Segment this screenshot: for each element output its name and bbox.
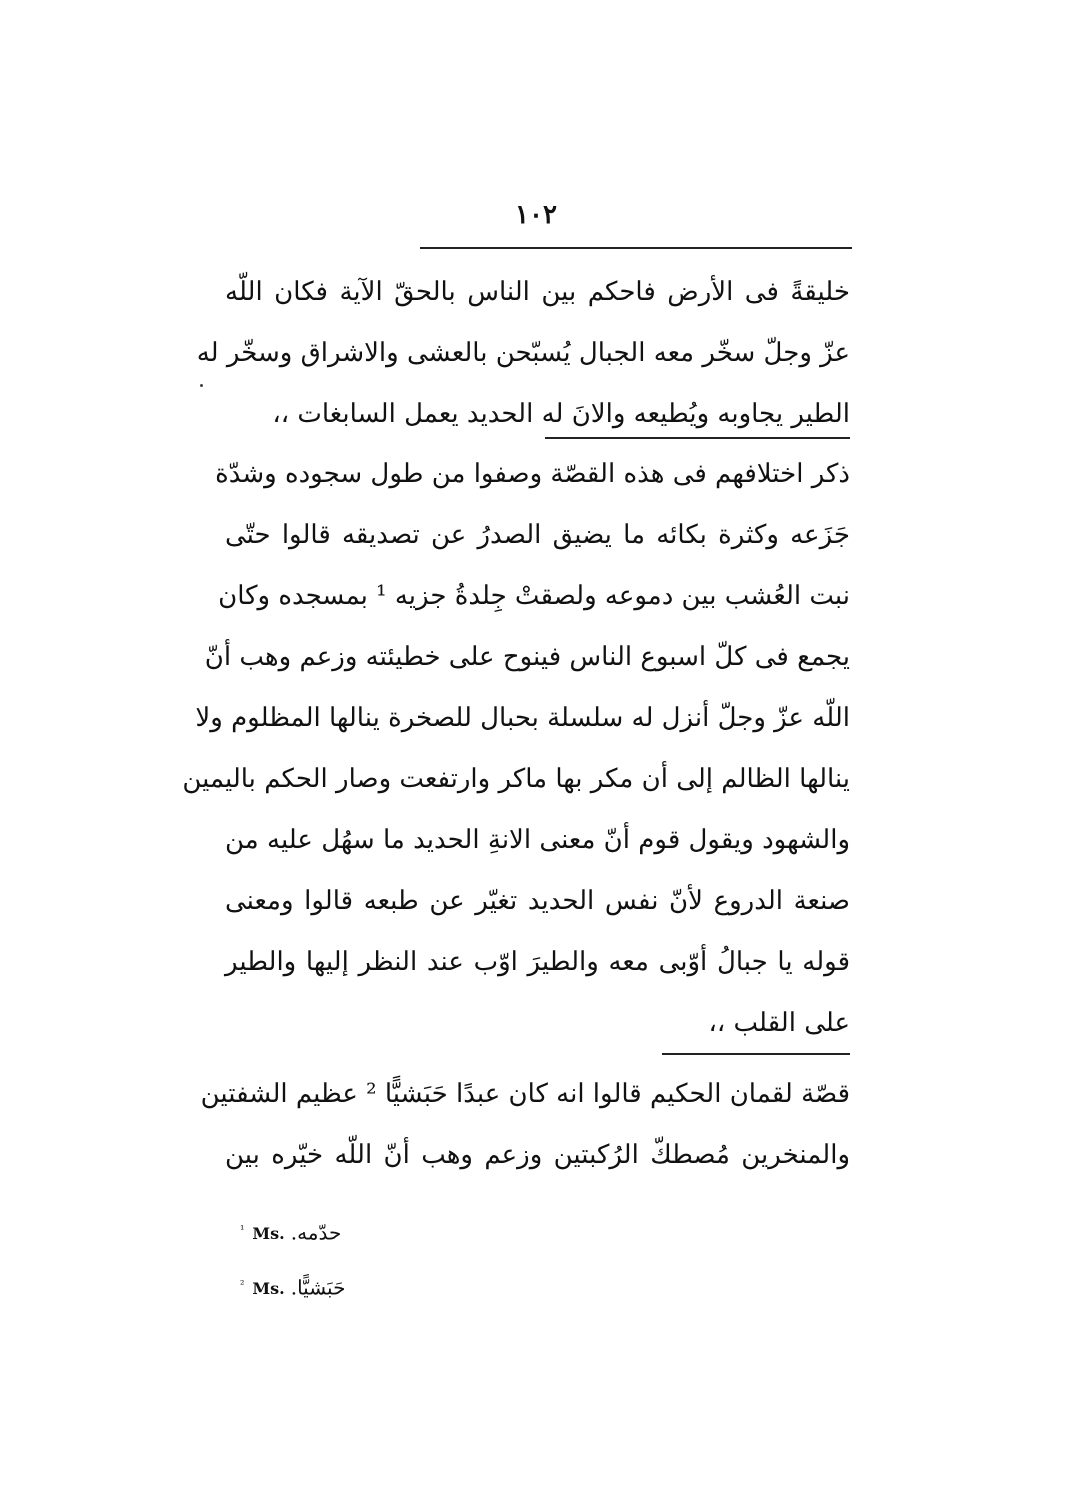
text-line: نبت العُشب بين دموعه ولصقتْ جِلدةُ جزيه ¹ بمسجده وكان [218, 581, 850, 611]
text-line: قوله يا جبالُ أوّبى معه والطيرَ اوّب عند النظر إليها والطير [225, 947, 850, 977]
text-line: جَزَعه وكثرة بكائه ما يضيق الصدرُ عن تصديقه قالوا حتّى [225, 520, 850, 550]
text-line: عزّ وجلّ سخّر معه الجبال يُسبّحن بالعشى والاشراق وسخّر له [196, 338, 850, 368]
text-line: يجمع فى كلّ اسبوع الناس فينوح على خطيئته وزعم وهب أنّ [204, 642, 850, 672]
footnote-mark: ² [240, 1278, 245, 1291]
text-line: على القلب ،، [708, 1008, 850, 1038]
text-line: الطير يجاوبه ويُطيعه والانَ له الحديد يعمل السابغات ،، [272, 399, 850, 429]
section-divider [662, 1053, 850, 1055]
footnote-text: حدّمه. [290, 1220, 342, 1245]
text-line: خليقةً فى الأرض فاحكم بين الناس بالحقّ الآية فكان اللّه [225, 277, 850, 307]
text-line: ذكر اختلافهم فى هذه القصّة وصفوا من طول سجوده وشدّة [215, 459, 850, 489]
text-line: اللّه عزّ وجلّ أنزل له سلسلة بحبال للصخرة ينالها المظلوم ولا [195, 703, 850, 733]
footnote [240, 1215, 540, 1270]
footnote-mark: ¹ [240, 1223, 245, 1236]
footnote-text: حَبَشيًّا. [290, 1275, 346, 1300]
footnote-abbr: Ms. [252, 1224, 285, 1244]
text-line: قصّة لقمان الحكيم قالوا انه كان عبدًا حَبَشيًّا ² عظيم الشفتين [200, 1079, 850, 1109]
section-divider [545, 437, 850, 439]
text-line: والمنخرين مُصطكّ الرُكبتين وزعم وهب أنّ اللّه خيّره بين [225, 1140, 850, 1170]
page-number: ١٠٢ [515, 200, 557, 230]
paragraph-block-1 [196, 262, 850, 445]
footnotes [240, 1215, 540, 1325]
footnote-abbr: Ms. [252, 1279, 285, 1299]
ink-speck [200, 384, 203, 387]
paragraph-block-2 [182, 444, 850, 1054]
header-rule [420, 247, 852, 249]
text-line: صنعة الدروع لأنّ نفس الحديد تغيّر عن طبعه قالوا ومعنى [225, 886, 850, 916]
paragraph-block-3 [200, 1064, 850, 1186]
text-line: والشهود ويقول قوم أنّ معنى الانةِ الحديد ما سهُل عليه من [225, 825, 850, 855]
text-line: ينالها الظالم إلى أن مكر بها ماكر وارتفعت وصار الحكم باليمين [182, 764, 850, 794]
footnote [240, 1270, 540, 1325]
